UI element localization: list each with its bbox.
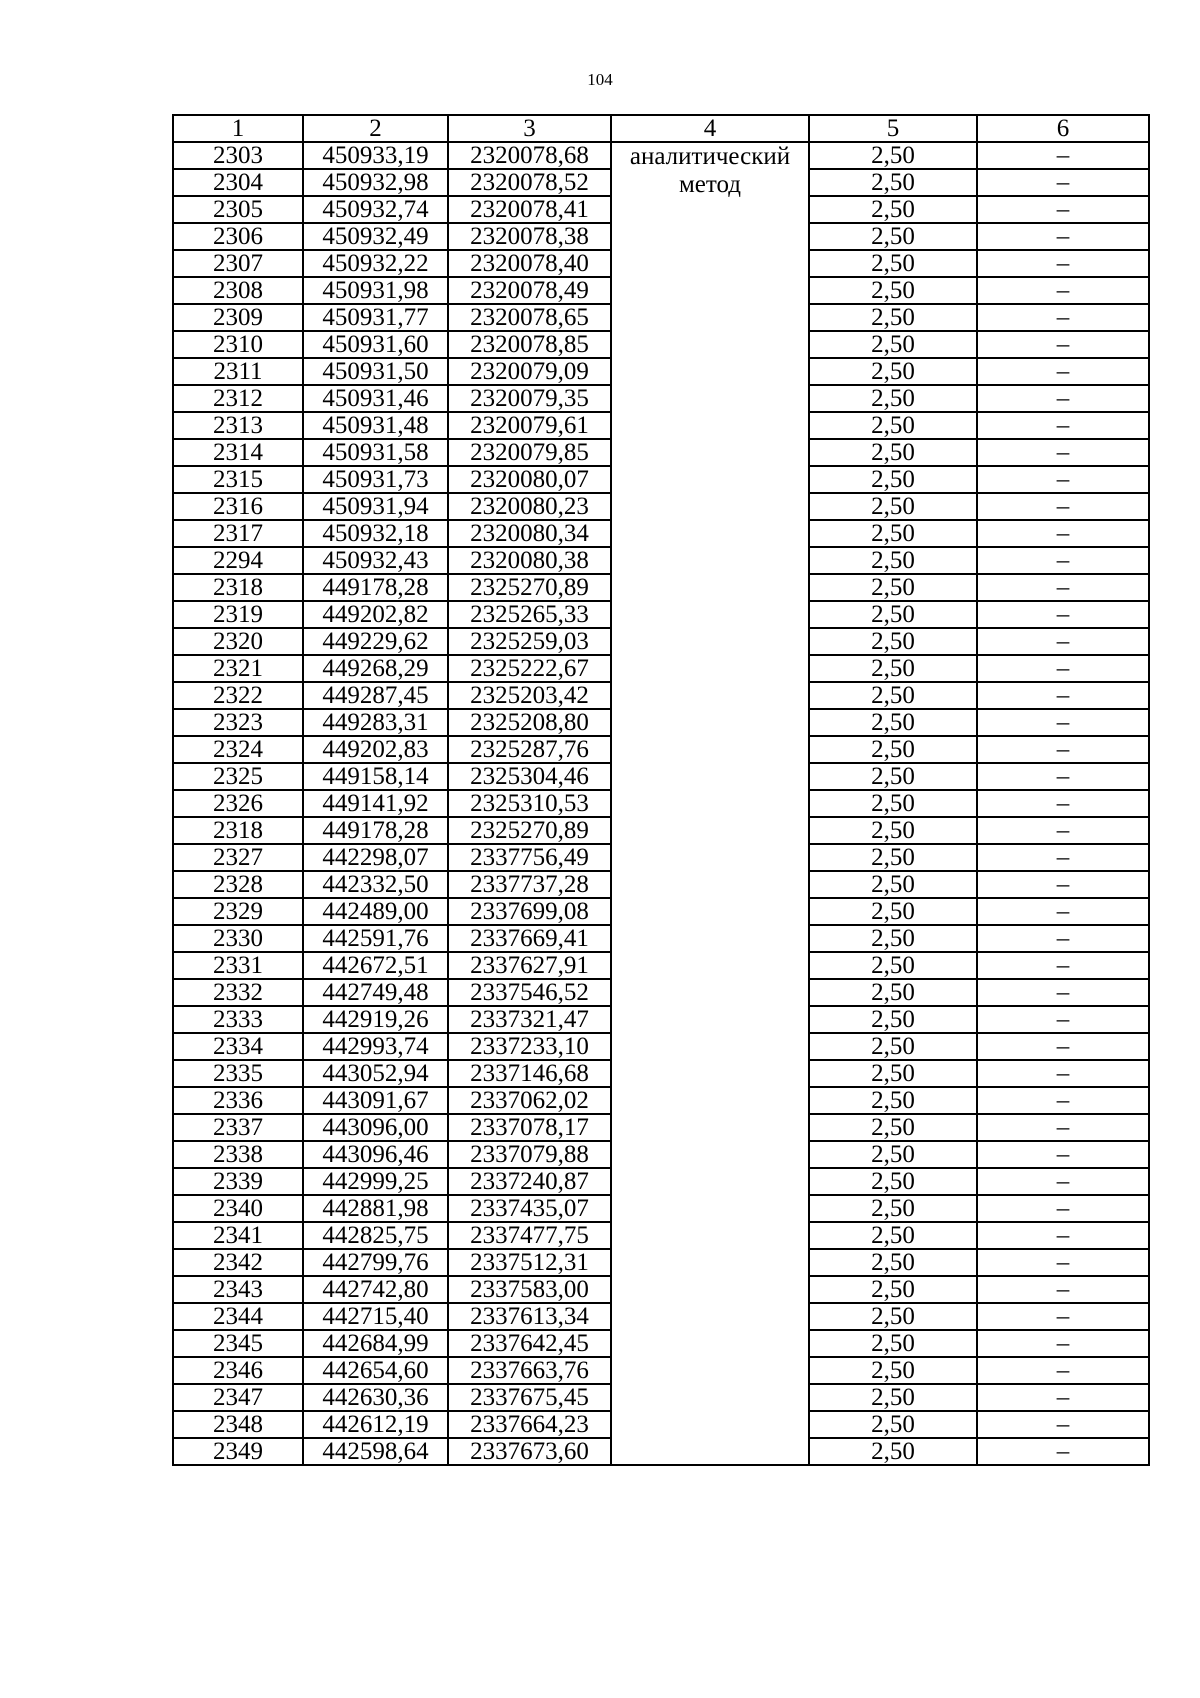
y-coordinate-cell: 2320078,40 [448,250,611,277]
point-number-cell: 2326 [173,790,303,817]
note-cell: – [977,655,1149,682]
note-cell: – [977,1330,1149,1357]
accuracy-cell: 2,50 [809,1087,977,1114]
x-coordinate-cell: 449229,62 [303,628,448,655]
x-coordinate-cell: 449268,29 [303,655,448,682]
point-number-cell: 2314 [173,439,303,466]
accuracy-cell: 2,50 [809,574,977,601]
y-coordinate-cell: 2325310,53 [448,790,611,817]
note-cell: – [977,628,1149,655]
x-coordinate-cell: 449158,14 [303,763,448,790]
accuracy-cell: 2,50 [809,223,977,250]
x-coordinate-cell: 442598,64 [303,1438,448,1465]
point-number-cell: 2334 [173,1033,303,1060]
accuracy-cell: 2,50 [809,1438,977,1465]
y-coordinate-cell: 2337699,08 [448,898,611,925]
table-row [173,142,1149,169]
header-row [173,115,1149,142]
accuracy-cell: 2,50 [809,1411,977,1438]
x-coordinate-cell: 442591,76 [303,925,448,952]
note-cell: – [977,682,1149,709]
note-cell: – [977,304,1149,331]
accuracy-cell: 2,50 [809,1330,977,1357]
note-cell: – [977,817,1149,844]
accuracy-cell: 2,50 [809,1033,977,1060]
note-cell: – [977,493,1149,520]
note-cell: – [977,1141,1149,1168]
note-cell: – [977,763,1149,790]
point-number-cell: 2315 [173,466,303,493]
method-cell: аналитический метод [611,142,809,1465]
note-cell: – [977,898,1149,925]
note-cell: – [977,1195,1149,1222]
note-cell: – [977,574,1149,601]
point-number-cell: 2309 [173,304,303,331]
point-number-cell: 2335 [173,1060,303,1087]
y-coordinate-cell: 2325222,67 [448,655,611,682]
x-coordinate-cell: 450932,49 [303,223,448,250]
x-coordinate-cell: 450931,50 [303,358,448,385]
x-coordinate-cell: 449178,28 [303,817,448,844]
accuracy-cell: 2,50 [809,790,977,817]
accuracy-cell: 2,50 [809,1303,977,1330]
note-cell: – [977,520,1149,547]
note-cell: – [977,979,1149,1006]
note-cell: – [977,439,1149,466]
point-number-cell: 2344 [173,1303,303,1330]
y-coordinate-cell: 2337664,23 [448,1411,611,1438]
point-number-cell: 2349 [173,1438,303,1465]
x-coordinate-cell: 443096,00 [303,1114,448,1141]
note-cell: – [977,223,1149,250]
y-coordinate-cell: 2325304,46 [448,763,611,790]
accuracy-cell: 2,50 [809,412,977,439]
note-cell: – [977,709,1149,736]
y-coordinate-cell: 2320078,49 [448,277,611,304]
accuracy-cell: 2,50 [809,1141,977,1168]
point-number-cell: 2303 [173,142,303,169]
point-number-cell: 2316 [173,493,303,520]
y-coordinate-cell: 2337675,45 [448,1384,611,1411]
y-coordinate-cell: 2320080,23 [448,493,611,520]
note-cell: – [977,196,1149,223]
y-coordinate-cell: 2320078,41 [448,196,611,223]
y-coordinate-cell: 2337240,87 [448,1168,611,1195]
coordinates-table [172,114,1150,1466]
x-coordinate-cell: 443096,46 [303,1141,448,1168]
y-coordinate-cell: 2320079,61 [448,412,611,439]
point-number-cell: 2323 [173,709,303,736]
y-coordinate-cell: 2325203,42 [448,682,611,709]
note-cell: – [977,1006,1149,1033]
x-coordinate-cell: 449202,82 [303,601,448,628]
y-coordinate-cell: 2320080,38 [448,547,611,574]
accuracy-cell: 2,50 [809,871,977,898]
page-number: 104 [587,70,613,89]
x-coordinate-cell: 449141,92 [303,790,448,817]
x-coordinate-cell: 442749,48 [303,979,448,1006]
x-coordinate-cell: 442881,98 [303,1195,448,1222]
y-coordinate-cell: 2337642,45 [448,1330,611,1357]
x-coordinate-cell: 450931,73 [303,466,448,493]
accuracy-cell: 2,50 [809,547,977,574]
accuracy-cell: 2,50 [809,925,977,952]
x-coordinate-cell: 450931,77 [303,304,448,331]
point-number-cell: 2324 [173,736,303,763]
y-coordinate-cell: 2337079,88 [448,1141,611,1168]
y-coordinate-cell: 2337146,68 [448,1060,611,1087]
accuracy-cell: 2,50 [809,1249,977,1276]
y-coordinate-cell: 2325208,80 [448,709,611,736]
accuracy-cell: 2,50 [809,1276,977,1303]
accuracy-cell: 2,50 [809,520,977,547]
y-coordinate-cell: 2337756,49 [448,844,611,871]
point-number-cell: 2348 [173,1411,303,1438]
note-cell: – [977,250,1149,277]
x-coordinate-cell: 443091,67 [303,1087,448,1114]
note-cell: – [977,1060,1149,1087]
accuracy-cell: 2,50 [809,1357,977,1384]
x-coordinate-cell: 450931,94 [303,493,448,520]
note-cell: – [977,547,1149,574]
y-coordinate-cell: 2320079,09 [448,358,611,385]
note-cell: – [977,925,1149,952]
header-cell-6: 6 [977,115,1149,142]
accuracy-cell: 2,50 [809,1168,977,1195]
point-number-cell: 2345 [173,1330,303,1357]
note-cell: – [977,952,1149,979]
note-cell: – [977,142,1149,169]
note-cell: – [977,358,1149,385]
y-coordinate-cell: 2337321,47 [448,1006,611,1033]
point-number-cell: 2340 [173,1195,303,1222]
point-number-cell: 2342 [173,1249,303,1276]
note-cell: – [977,385,1149,412]
x-coordinate-cell: 443052,94 [303,1060,448,1087]
x-coordinate-cell: 442993,74 [303,1033,448,1060]
point-number-cell: 2336 [173,1087,303,1114]
point-number-cell: 2333 [173,1006,303,1033]
accuracy-cell: 2,50 [809,439,977,466]
x-coordinate-cell: 450931,58 [303,439,448,466]
point-number-cell: 2343 [173,1276,303,1303]
point-number-cell: 2332 [173,979,303,1006]
note-cell: – [977,1384,1149,1411]
note-cell: – [977,1222,1149,1249]
y-coordinate-cell: 2337669,41 [448,925,611,952]
point-number-cell: 2327 [173,844,303,871]
point-number-cell: 2331 [173,952,303,979]
x-coordinate-cell: 442715,40 [303,1303,448,1330]
x-coordinate-cell: 450931,48 [303,412,448,439]
x-coordinate-cell: 442999,25 [303,1168,448,1195]
accuracy-cell: 2,50 [809,709,977,736]
x-coordinate-cell: 442630,36 [303,1384,448,1411]
point-number-cell: 2304 [173,169,303,196]
y-coordinate-cell: 2320078,65 [448,304,611,331]
point-number-cell: 2328 [173,871,303,898]
accuracy-cell: 2,50 [809,196,977,223]
point-number-cell: 2319 [173,601,303,628]
x-coordinate-cell: 450933,19 [303,142,448,169]
point-number-cell: 2318 [173,574,303,601]
accuracy-cell: 2,50 [809,844,977,871]
y-coordinate-cell: 2337737,28 [448,871,611,898]
x-coordinate-cell: 442684,99 [303,1330,448,1357]
note-cell: – [977,1357,1149,1384]
point-number-cell: 2305 [173,196,303,223]
header-cell-3: 3 [448,115,611,142]
y-coordinate-cell: 2320079,35 [448,385,611,412]
accuracy-cell: 2,50 [809,1114,977,1141]
note-cell: – [977,736,1149,763]
point-number-cell: 2313 [173,412,303,439]
accuracy-cell: 2,50 [809,736,977,763]
point-number-cell: 2338 [173,1141,303,1168]
note-cell: – [977,844,1149,871]
note-cell: – [977,1276,1149,1303]
accuracy-cell: 2,50 [809,655,977,682]
y-coordinate-cell: 2337477,75 [448,1222,611,1249]
x-coordinate-cell: 450931,98 [303,277,448,304]
y-coordinate-cell: 2337663,76 [448,1357,611,1384]
x-coordinate-cell: 450932,43 [303,547,448,574]
note-cell: – [977,1033,1149,1060]
note-cell: – [977,1168,1149,1195]
x-coordinate-cell: 450931,60 [303,331,448,358]
note-cell: – [977,466,1149,493]
note-cell: – [977,1438,1149,1465]
point-number-cell: 2337 [173,1114,303,1141]
point-number-cell: 2329 [173,898,303,925]
accuracy-cell: 2,50 [809,601,977,628]
x-coordinate-cell: 442799,76 [303,1249,448,1276]
accuracy-cell: 2,50 [809,466,977,493]
y-coordinate-cell: 2337078,17 [448,1114,611,1141]
y-coordinate-cell: 2325259,03 [448,628,611,655]
y-coordinate-cell: 2337233,10 [448,1033,611,1060]
x-coordinate-cell: 450932,74 [303,196,448,223]
accuracy-cell: 2,50 [809,169,977,196]
accuracy-cell: 2,50 [809,979,977,1006]
note-cell: – [977,1411,1149,1438]
note-cell: – [977,1087,1149,1114]
note-cell: – [977,790,1149,817]
point-number-cell: 2318 [173,817,303,844]
x-coordinate-cell: 442672,51 [303,952,448,979]
table-body [173,142,1149,1465]
x-coordinate-cell: 449287,45 [303,682,448,709]
note-cell: – [977,412,1149,439]
note-cell: – [977,169,1149,196]
x-coordinate-cell: 442825,75 [303,1222,448,1249]
note-cell: – [977,1249,1149,1276]
y-coordinate-cell: 2337613,34 [448,1303,611,1330]
point-number-cell: 2310 [173,331,303,358]
x-coordinate-cell: 450931,46 [303,385,448,412]
point-number-cell: 2317 [173,520,303,547]
y-coordinate-cell: 2320080,07 [448,466,611,493]
accuracy-cell: 2,50 [809,1384,977,1411]
point-number-cell: 2311 [173,358,303,385]
y-coordinate-cell: 2337673,60 [448,1438,611,1465]
header-cell-1: 1 [173,115,303,142]
y-coordinate-cell: 2325270,89 [448,574,611,601]
accuracy-cell: 2,50 [809,1222,977,1249]
point-number-cell: 2321 [173,655,303,682]
point-number-cell: 2346 [173,1357,303,1384]
point-number-cell: 2294 [173,547,303,574]
accuracy-cell: 2,50 [809,493,977,520]
x-coordinate-cell: 442489,00 [303,898,448,925]
y-coordinate-cell: 2325287,76 [448,736,611,763]
accuracy-cell: 2,50 [809,304,977,331]
note-cell: – [977,277,1149,304]
x-coordinate-cell: 442612,19 [303,1411,448,1438]
x-coordinate-cell: 442654,60 [303,1357,448,1384]
point-number-cell: 2322 [173,682,303,709]
header-cell-2: 2 [303,115,448,142]
y-coordinate-cell: 2337062,02 [448,1087,611,1114]
y-coordinate-cell: 2337435,07 [448,1195,611,1222]
point-number-cell: 2341 [173,1222,303,1249]
note-cell: – [977,601,1149,628]
x-coordinate-cell: 449202,83 [303,736,448,763]
x-coordinate-cell: 442298,07 [303,844,448,871]
accuracy-cell: 2,50 [809,142,977,169]
x-coordinate-cell: 450932,22 [303,250,448,277]
accuracy-cell: 2,50 [809,817,977,844]
note-cell: – [977,1114,1149,1141]
y-coordinate-cell: 2320078,38 [448,223,611,250]
note-cell: – [977,331,1149,358]
x-coordinate-cell: 442919,26 [303,1006,448,1033]
y-coordinate-cell: 2337546,52 [448,979,611,1006]
note-cell: – [977,871,1149,898]
accuracy-cell: 2,50 [809,763,977,790]
accuracy-cell: 2,50 [809,1060,977,1087]
y-coordinate-cell: 2337583,00 [448,1276,611,1303]
accuracy-cell: 2,50 [809,277,977,304]
note-cell: – [977,1303,1149,1330]
y-coordinate-cell: 2320078,52 [448,169,611,196]
x-coordinate-cell: 442742,80 [303,1276,448,1303]
accuracy-cell: 2,50 [809,628,977,655]
point-number-cell: 2308 [173,277,303,304]
y-coordinate-cell: 2320080,34 [448,520,611,547]
point-number-cell: 2330 [173,925,303,952]
y-coordinate-cell: 2320078,85 [448,331,611,358]
point-number-cell: 2339 [173,1168,303,1195]
x-coordinate-cell: 450932,18 [303,520,448,547]
header-cell-5: 5 [809,115,977,142]
x-coordinate-cell: 449283,31 [303,709,448,736]
accuracy-cell: 2,50 [809,1195,977,1222]
x-coordinate-cell: 450932,98 [303,169,448,196]
accuracy-cell: 2,50 [809,250,977,277]
header-cell-4: 4 [611,115,809,142]
accuracy-cell: 2,50 [809,331,977,358]
y-coordinate-cell: 2320079,85 [448,439,611,466]
point-number-cell: 2312 [173,385,303,412]
accuracy-cell: 2,50 [809,952,977,979]
accuracy-cell: 2,50 [809,1006,977,1033]
point-number-cell: 2320 [173,628,303,655]
accuracy-cell: 2,50 [809,358,977,385]
accuracy-cell: 2,50 [809,682,977,709]
y-coordinate-cell: 2337512,31 [448,1249,611,1276]
y-coordinate-cell: 2325270,89 [448,817,611,844]
table-header [173,115,1149,142]
y-coordinate-cell: 2320078,68 [448,142,611,169]
y-coordinate-cell: 2325265,33 [448,601,611,628]
point-number-cell: 2325 [173,763,303,790]
y-coordinate-cell: 2337627,91 [448,952,611,979]
x-coordinate-cell: 442332,50 [303,871,448,898]
point-number-cell: 2306 [173,223,303,250]
accuracy-cell: 2,50 [809,898,977,925]
accuracy-cell: 2,50 [809,385,977,412]
x-coordinate-cell: 449178,28 [303,574,448,601]
point-number-cell: 2307 [173,250,303,277]
point-number-cell: 2347 [173,1384,303,1411]
